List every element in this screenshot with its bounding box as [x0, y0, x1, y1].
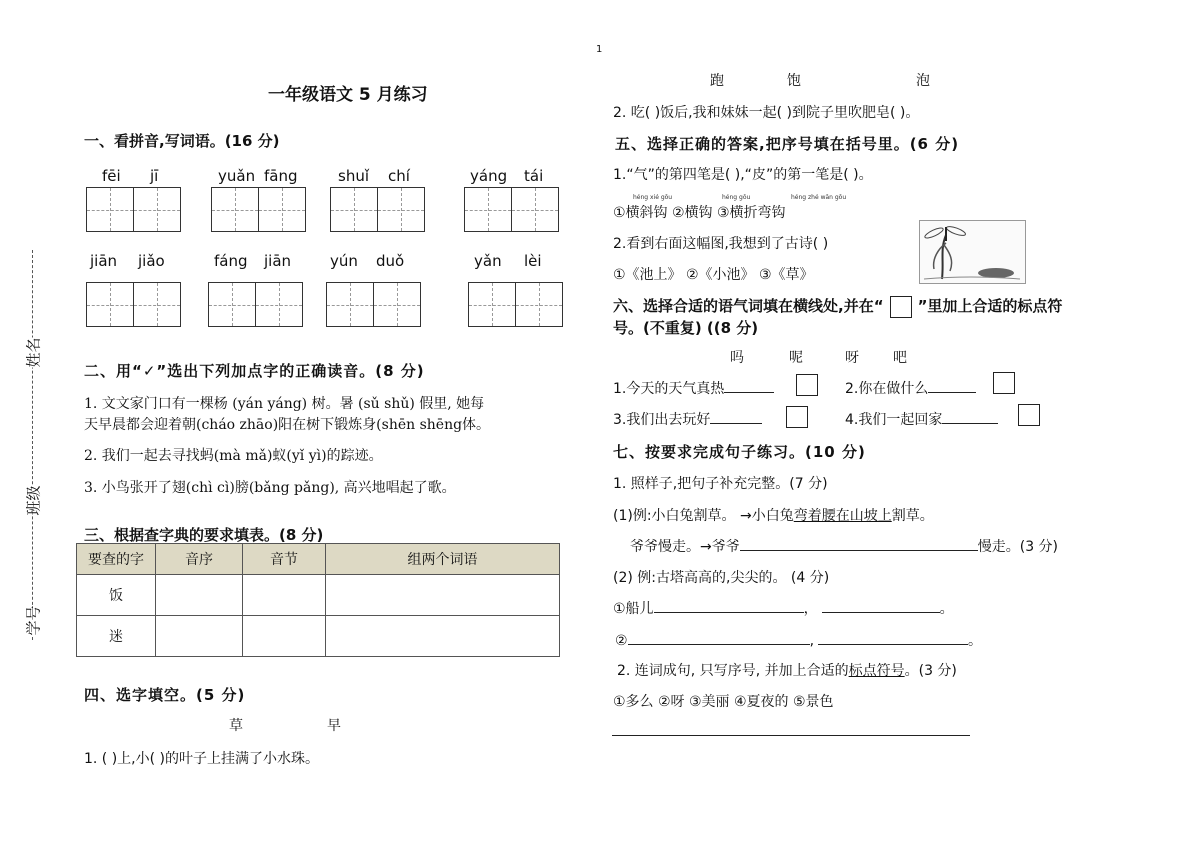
question-prompt: 2. 连词成句, 只写序号, 并加上合适的 — [617, 663, 849, 679]
pinyin: lèi — [524, 252, 542, 270]
writing-grid[interactable] — [86, 282, 181, 327]
answer-blank[interactable] — [822, 612, 940, 613]
answer-cell[interactable] — [326, 616, 560, 657]
example-part: 割草。 — [891, 508, 934, 524]
example-part: (1)例:小白兔割草。 →小白兔 — [613, 508, 794, 524]
section6-heading-part: ”里加上合适的标点符 — [917, 297, 1063, 315]
table-cell-char: 迷 — [77, 616, 156, 657]
binding-margin — [18, 250, 48, 640]
section2-heading: 二、用“✓”选出下列加点字的正确读音。(8 分) — [84, 362, 425, 380]
section6-heading-line2: 号。(不重复) ((8 分) — [613, 319, 759, 337]
question-text: ② , 。 — [615, 633, 983, 649]
answer-line[interactable] — [612, 735, 970, 736]
answer-cell[interactable] — [156, 575, 243, 616]
table-row — [77, 575, 560, 616]
writing-grid[interactable] — [208, 282, 303, 327]
section6-heading — [613, 295, 1062, 318]
pinyin: fēi — [102, 167, 121, 185]
pinyin: fāng — [264, 167, 298, 185]
example-sentence — [613, 505, 934, 525]
question-prompt: 2.你在做什么 — [845, 381, 929, 397]
option-word: 吧 — [893, 350, 907, 366]
page-number: 1 — [596, 44, 603, 55]
question-text: 2.看到右面这幅图,我想到了古诗( ) — [613, 236, 829, 252]
question-text: 天早晨都会迎着朝(cháo zhāo)阳在树下锻炼身(shēn shēng体。 — [84, 417, 491, 433]
answer-cell[interactable] — [243, 575, 326, 616]
class-label: 班级 — [21, 485, 46, 515]
question-underlined: 标点符号 — [848, 663, 905, 679]
example-underlined: 弯着腰在山坡上 — [793, 508, 892, 524]
answer-blank[interactable] — [654, 612, 804, 613]
option-word: 草 — [229, 718, 243, 734]
option-word: 泡 — [916, 73, 930, 89]
answer-choices: ①横斜钩 ②横钩 ③横折弯钩 — [613, 205, 786, 221]
punctuation-box-sample — [890, 296, 912, 318]
table-row — [77, 616, 560, 657]
ruby-pinyin: héng gōu — [722, 194, 751, 201]
question-text — [613, 378, 774, 398]
page-title: 一年级语文 5 月练习 — [268, 85, 428, 105]
column-header: 组两个词语 — [326, 544, 560, 575]
question-prompt: 。(3 分) — [904, 663, 957, 679]
pinyin: yǎn — [474, 252, 502, 270]
answer-blank[interactable] — [740, 550, 978, 551]
writing-grid[interactable] — [330, 187, 425, 232]
question-prompt: ①船儿 — [613, 601, 654, 617]
answer-blank[interactable] — [628, 644, 810, 645]
pinyin: yún — [330, 252, 358, 270]
pinyin: chí — [388, 167, 410, 185]
writing-grid[interactable] — [468, 282, 563, 327]
question-text — [630, 536, 1058, 556]
option-word: 饱 — [787, 73, 801, 89]
question-prompt: 4.我们一起回家 — [845, 412, 943, 428]
question-prompt: ② — [615, 633, 628, 649]
question-text: 2. 我们一起去寻找蚂(mà mǎ)蚁(yǐ yì)的踪迹。 — [84, 448, 383, 464]
question-text: 3. 小鸟张开了翅(chì cì)膀(bǎng pǎng), 高兴地唱起了歌。 — [84, 480, 456, 496]
name-label: 姓名 — [21, 337, 46, 367]
writing-grid[interactable] — [326, 282, 421, 327]
pinyin: yuǎn — [218, 167, 256, 185]
question-text: (2) 例:古塔高高的,尖尖的。 (4 分) — [613, 570, 830, 586]
question-text — [845, 378, 976, 398]
pinyin: jī — [150, 167, 159, 185]
section3-heading: 三、根据查字典的要求填表。(8 分) — [84, 526, 324, 544]
column-header: 要查的字 — [77, 544, 156, 575]
section5-heading: 五、选择正确的答案,把序号填在括号里。(6 分) — [615, 135, 960, 153]
pinyin: shuǐ — [338, 167, 369, 185]
column-header: 音节 — [243, 544, 326, 575]
answer-blank[interactable] — [724, 392, 774, 393]
question-text: 1.“气”的第四笔是( ),“皮”的第一笔是( )。 — [613, 167, 873, 183]
question-text: 1. 文文家门口有一棵杨 (yán yáng) 树。暑 (sǔ shǔ) 假里, 她每 — [84, 396, 485, 412]
option-word: 呀 — [845, 350, 859, 366]
question-text — [845, 409, 998, 429]
ruby-pinyin: héng zhé wān gōu — [791, 194, 847, 201]
answer-choices: ①《池上》 ②《小池》 ③《草》 — [613, 267, 814, 283]
pinyin: jiǎo — [138, 252, 165, 270]
answer-blank[interactable] — [710, 423, 762, 424]
punctuation-box[interactable] — [786, 406, 808, 428]
answer-blank[interactable] — [942, 423, 998, 424]
section1-heading: 一、看拼音,写词语。(16 分) — [84, 132, 280, 150]
question-text: 1. 照样子,把句子补充完整。(7 分) — [613, 476, 828, 492]
writing-grid[interactable] — [211, 187, 306, 232]
question-text: 1. ( )上,小( )的叶子上挂满了小水珠。 — [84, 751, 320, 767]
dictionary-table — [76, 543, 560, 657]
section6-heading-part: 六、选择合适的语气词填在横线处,并在“ — [613, 297, 884, 315]
question-prompt: 爷爷慢走。→爷爷 — [630, 539, 740, 555]
question-text: 2. 吃( )饭后,我和妹妹一起( )到院子里吹肥皂( )。 — [613, 105, 920, 121]
pinyin: fáng — [214, 252, 248, 270]
pinyin: tái — [524, 167, 544, 185]
word-list: ①多么 ②呀 ③美丽 ④夏夜的 ⑤景色 — [613, 694, 834, 710]
lotus-dragonfly-illustration — [919, 220, 1026, 284]
answer-blank[interactable] — [928, 392, 976, 393]
option-word: 跑 — [710, 73, 724, 89]
punctuation-box[interactable] — [1018, 404, 1040, 426]
pinyin: duǒ — [376, 252, 405, 270]
pinyin: yáng — [470, 167, 508, 185]
question-prompt: 慢走。(3 分) — [977, 539, 1059, 555]
answer-cell[interactable] — [326, 575, 560, 616]
option-word: 吗 — [730, 350, 744, 366]
table-header-row — [77, 544, 560, 575]
pinyin: jiān — [264, 252, 292, 270]
question-prompt: 1.今天的天气真热 — [613, 381, 725, 397]
pinyin: jiān — [90, 252, 118, 270]
column-header: 音序 — [156, 544, 243, 575]
ruby-pinyin: héng xié gōu — [633, 194, 673, 201]
answer-cell[interactable] — [156, 616, 243, 657]
question-text — [617, 660, 957, 680]
punctuation-box[interactable] — [993, 372, 1015, 394]
question-prompt: 3.我们出去玩好 — [613, 412, 711, 428]
student-id-label: 学号 — [21, 605, 46, 635]
section4-heading: 四、选字填空。(5 分) — [84, 686, 246, 704]
question-text: ①船儿 ， 。 — [613, 601, 954, 617]
table-cell-char: 饭 — [77, 575, 156, 616]
answer-blank[interactable] — [818, 644, 968, 645]
option-word: 呢 — [789, 350, 803, 366]
writing-grid[interactable] — [86, 187, 181, 232]
question-text — [613, 409, 762, 429]
answer-cell[interactable] — [243, 616, 326, 657]
punctuation-box[interactable] — [796, 374, 818, 396]
section7-heading: 七、按要求完成句子练习。(10 分) — [613, 443, 866, 461]
binding-dash-line — [32, 250, 33, 640]
writing-grid[interactable] — [464, 187, 559, 232]
option-word: 早 — [327, 718, 341, 734]
